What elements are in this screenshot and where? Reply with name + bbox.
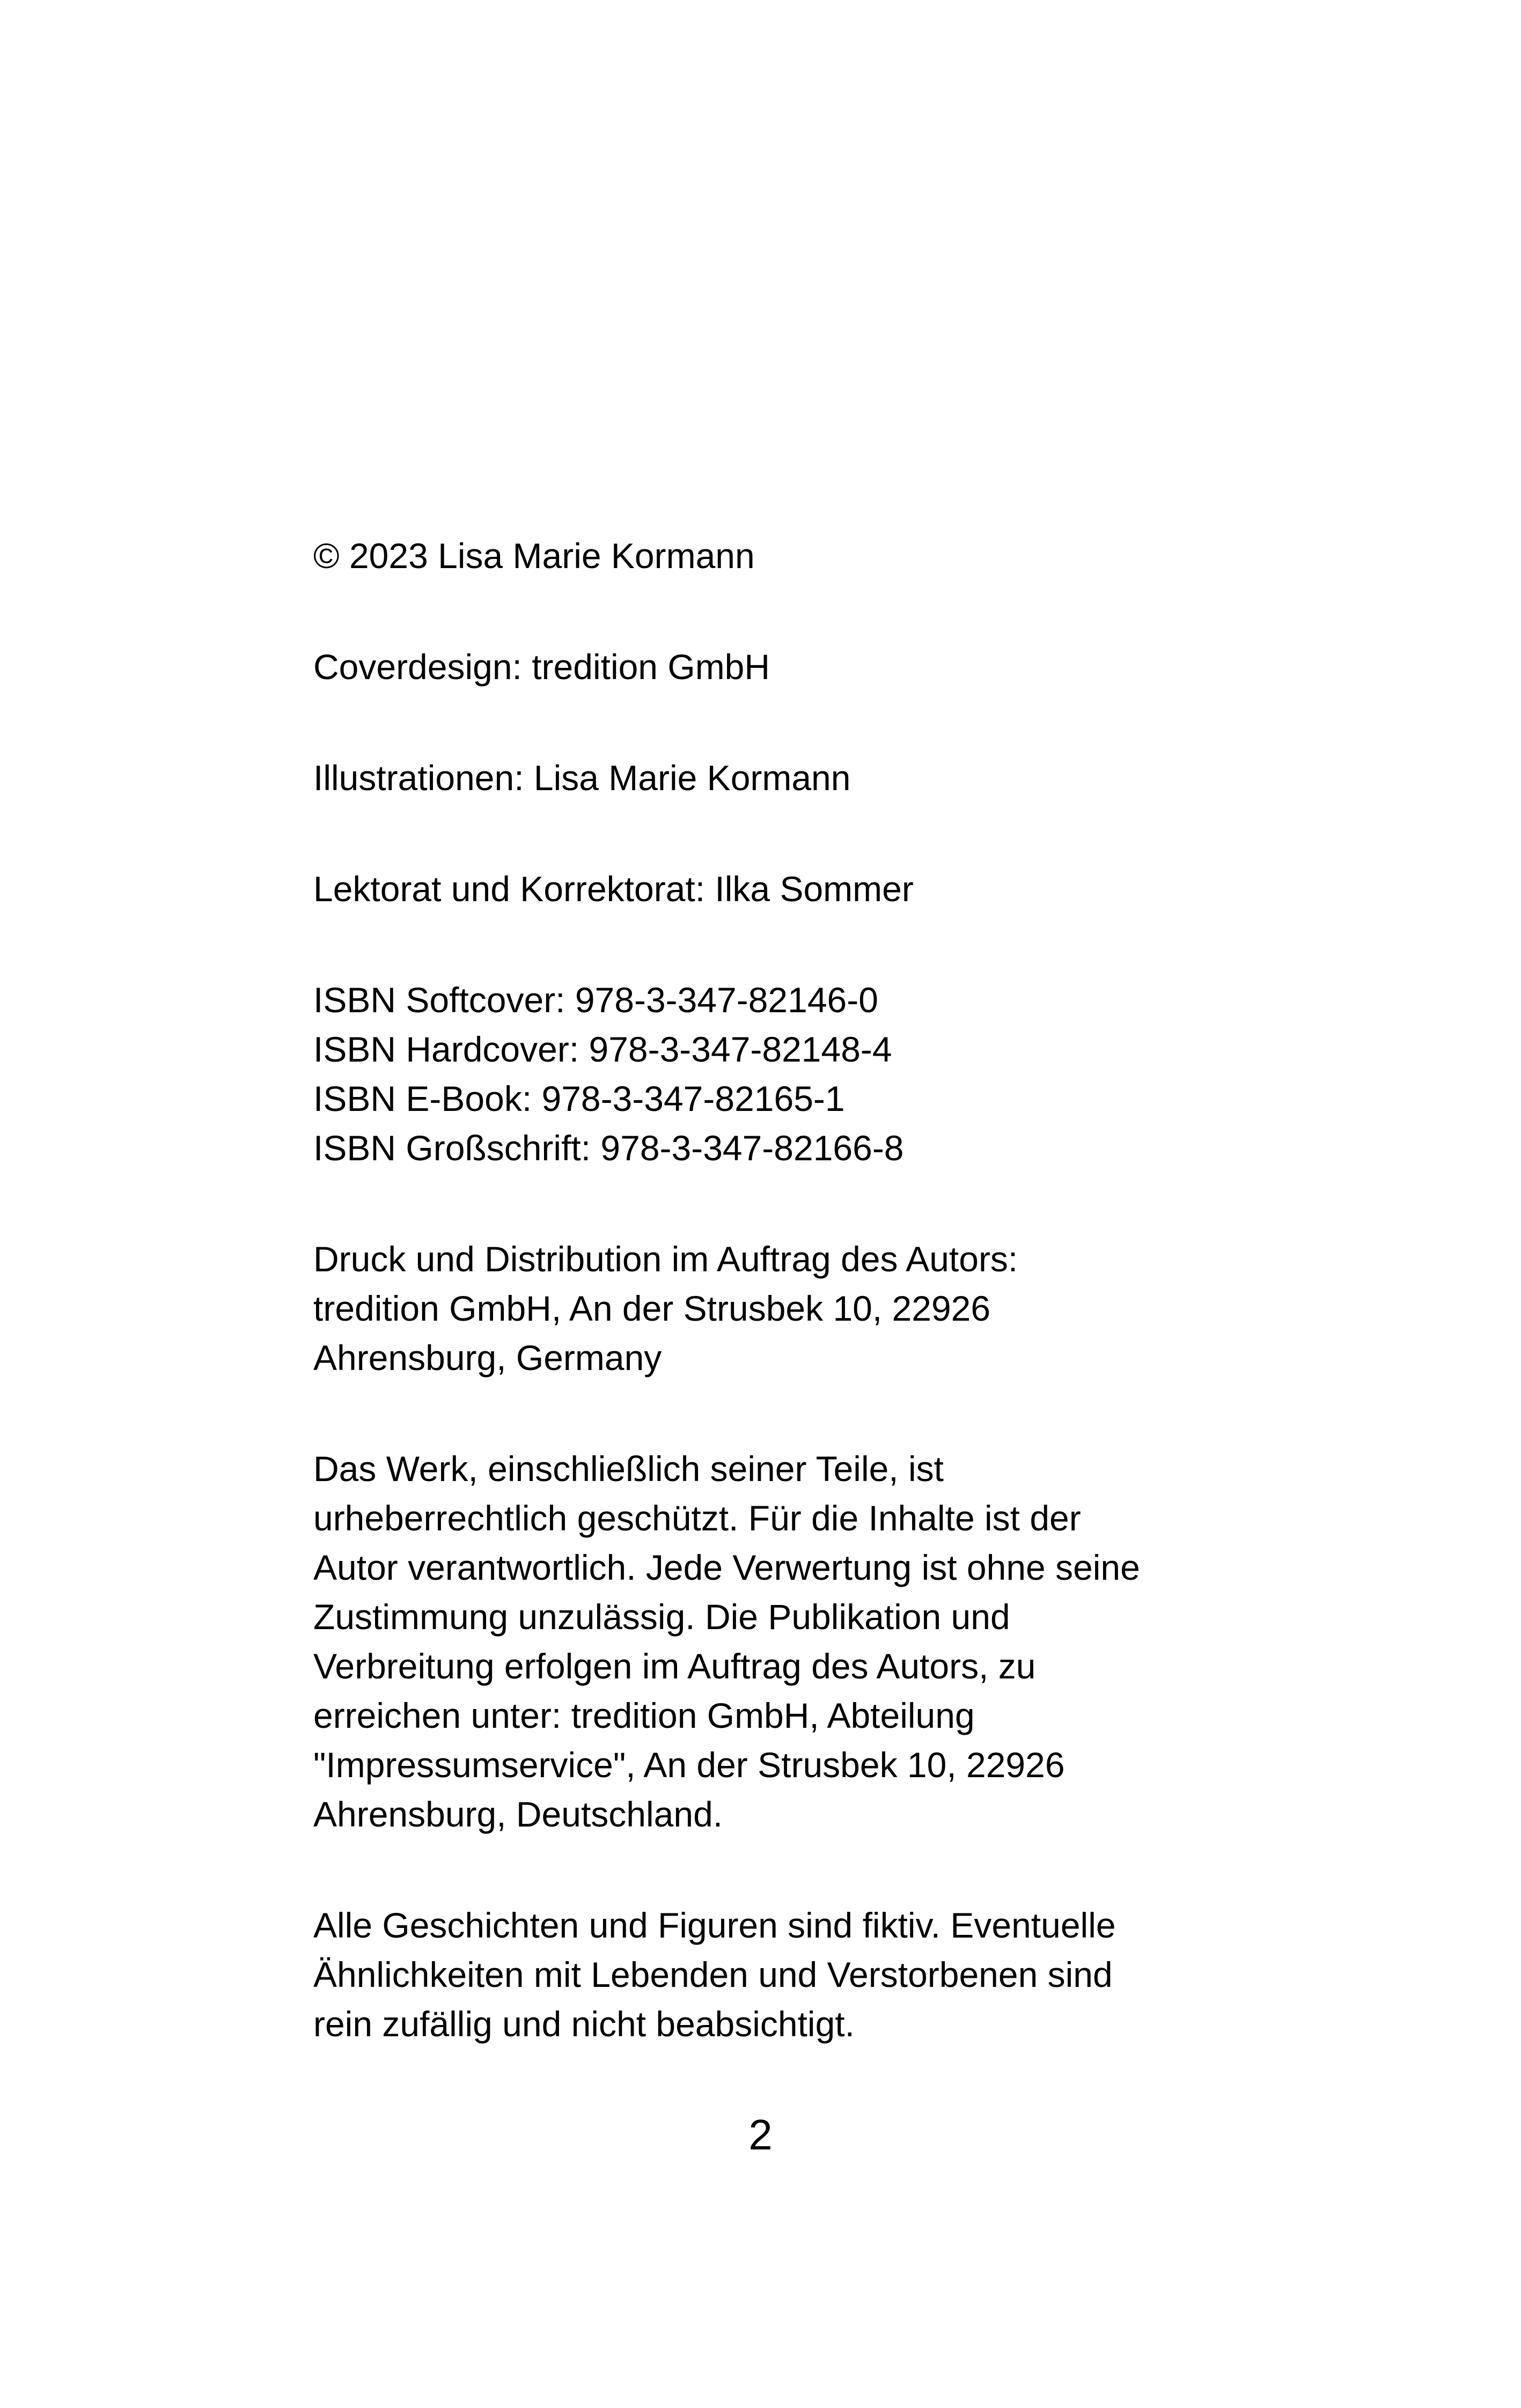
cover-design-block [313,642,1236,691]
illustrations-line: Illustrationen: Lisa Marie Kormann [313,758,851,798]
distribution-block [313,1234,1236,1382]
isbn-block [313,975,1236,1173]
page-number: 2 [748,2111,773,2159]
illustrations-block [313,753,1236,802]
copyright-notice-line: Ahrensburg, Deutschland. [313,1794,723,1834]
isbn-large-print-line: ISBN Großschrift: 978-3-347-82166-8 [313,1128,904,1168]
copyright-block [313,531,1236,580]
disclaimer-line: Ähnlichkeiten mit Lebenden und Verstorbenen sind [313,1955,1113,1994]
copyright-notice-line: Autor verantwortlich. Jede Verwertung ist ohne seine [313,1548,1140,1587]
editing-block [313,864,1236,914]
copyright-notice-line: "Impressumservice", An der Strusbek 10, 22926 [313,1745,1065,1785]
copyright-notice-line: erreichen unter: tredition GmbH, Abteilung [313,1696,975,1735]
distribution-line: Druck und Distribution im Auftrag des Autors: [313,1239,1018,1279]
cover-design-line: Coverdesign: tredition GmbH [313,647,770,687]
copyright-notice-line: Zustimmung unzulässig. Die Publikation und [313,1597,1010,1637]
disclaimer-line: Alle Geschichten und Figuren sind fiktiv. Eventuelle [313,1905,1116,1945]
distribution-line: Ahrensburg, Germany [313,1338,662,1378]
isbn-ebook-line: ISBN E-Book: 978-3-347-82165-1 [313,1079,845,1118]
editing-line: Lektorat und Korrektorat: Ilka Sommer [313,869,914,909]
copyright-notice-line: Das Werk, einschließlich seiner Teile, ist [313,1449,944,1489]
disclaimer-line: rein zufällig und nicht beabsichtigt. [313,2004,855,2044]
distribution-line: tredition GmbH, An der Strusbek 10, 22926 [313,1288,991,1328]
disclaimer-block [313,1901,1236,2049]
isbn-softcover-line: ISBN Softcover: 978-3-347-82146-0 [313,980,878,1020]
copyright-notice-line: Verbreitung erfolgen im Auftrag des Autors, zu [313,1646,1036,1686]
imprint-content [313,531,1236,2110]
isbn-hardcover-line: ISBN Hardcover: 978-3-347-82148-4 [313,1029,892,1069]
copyright-notice-line: urheberrechtlich geschützt. Für die Inhalte ist der [313,1498,1081,1538]
copyright-line: © 2023 Lisa Marie Kormann [313,536,755,576]
copyright-notice-block [313,1444,1236,1839]
